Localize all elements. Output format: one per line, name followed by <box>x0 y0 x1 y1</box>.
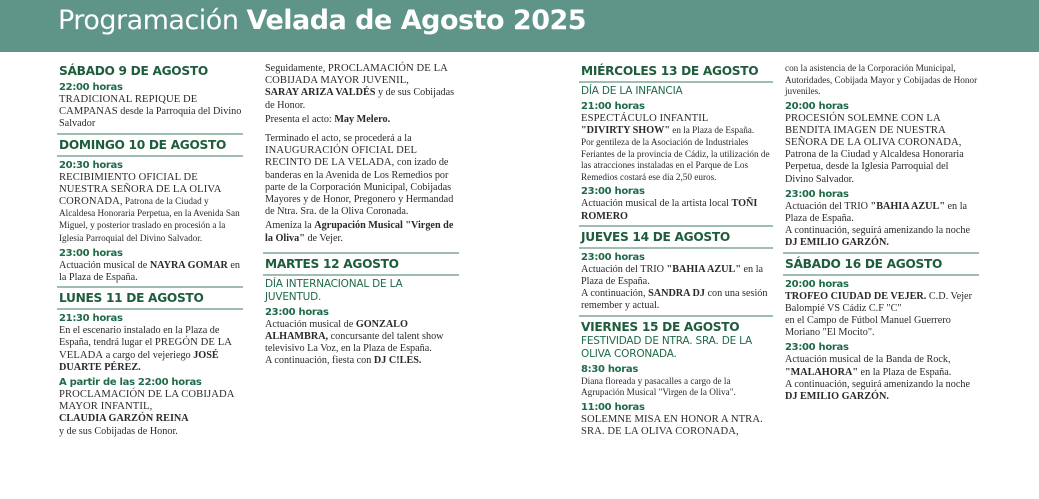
page-title <box>58 5 586 36</box>
event-text: Diana floreada y pasacalles a cargo de la Agrupación Musical "Virgen de la Oliva". <box>581 375 736 398</box>
event-text: Seguidamente, PROCLAMACIÓN DE LA COBIJADA MAYOR JUVENIL, <box>265 63 448 87</box>
event-time: A partir de las 22:00 horas <box>59 377 202 389</box>
event-time: 23:00 horas <box>265 306 329 318</box>
title-light: Programación <box>58 5 247 36</box>
day-heading: SÁBADO 16 DE AGOSTO <box>785 256 943 271</box>
divider <box>579 225 773 227</box>
event-text: A continuación, seguirá amenizando la noche DJ EMILIO GARZÓN. <box>785 225 971 249</box>
event-text: A continuación, fiesta con DJ C!LES. <box>265 355 422 367</box>
day-subtitle: DÍA DE LA INFANCIA <box>581 85 683 97</box>
day-heading: DOMINGO 10 DE AGOSTO <box>59 137 227 152</box>
day-subtitle: FESTIVIDAD DE NTRA. SRA. DE LA OLIVA CORONADA. <box>581 334 753 360</box>
event-text: SARAY ARIZA VALDÉS y de sus Cobijadas de Honor. <box>265 87 455 111</box>
day-heading: JUEVES 14 DE AGOSTO <box>581 229 730 244</box>
event-text: Actuación musical de la Banda de Rock, "MALAHORA" en la Plaza de España. <box>785 354 952 378</box>
event-text: TROFEO CIUDAD DE VEJER. C.D. Vejer Balompié VS Cádiz C.F "C" <box>785 290 972 314</box>
event-text: en el Campo de Fútbol Manuel Guerrero Moriano "El Mocito". <box>785 314 951 339</box>
column-1 <box>59 63 243 438</box>
event-text: RECIBIMIENTO OFICIAL DE NUESTRA SEÑORA DE LA OLIVA CORONADA, Patrona de la Ciudad y Alcaldesa Honoraria Perpetua, en la Avenida San Miguel, y posterior traslado en procesión a la Iglesia Parroquial del Divino Salvador. <box>59 171 240 243</box>
event-time: 23:00 horas <box>581 186 645 198</box>
event-time: 20:00 horas <box>785 100 849 112</box>
event-text: Actuación del TRIO "BAHIA AZUL" en la Plaza de España. <box>581 263 764 288</box>
event-text: A continuación, SANDRA DJ con una sesión remember y actual. <box>581 288 768 312</box>
event-text: Actuación musical de GONZALO ALHAMBRA, concursante del talent show televisivo La Voz, en la Plaza de España. <box>265 318 444 355</box>
day-heading: LUNES 11 DE AGOSTO <box>59 291 204 306</box>
event-time: 20:30 horas <box>59 159 123 171</box>
divider <box>579 247 773 249</box>
event-time: 20:00 horas <box>785 278 849 290</box>
event-text: Actuación musical de NAYRA GOMAR en la Plaza de España. <box>59 259 240 284</box>
event-time: 23:00 horas <box>785 342 849 354</box>
event-text: PROCESIÓN SOLEMNE CON LA BENDITA IMAGEN DE NUESTRA SEÑORA DE LA OLIVA CORONADA, Patrona de la Ciudad y Alcaldesa Honoraria Perpetua, desde la Iglesia Parroquial del Divino Salvador. <box>785 112 964 185</box>
event-text: A continuación, seguirá amenizando la noche DJ EMILIO GARZÓN. <box>785 378 971 402</box>
divider <box>57 155 243 157</box>
divider <box>783 252 979 254</box>
column-3 <box>581 63 773 438</box>
divider <box>57 308 243 310</box>
header-banner <box>0 0 1039 52</box>
column-4 <box>785 63 979 403</box>
event-time: 21:00 horas <box>581 101 645 112</box>
event-text: PROCLAMACIÓN DE LA COBIJADA MAYOR INFANTIL, <box>59 389 234 413</box>
divider <box>57 286 243 288</box>
divider <box>263 252 459 254</box>
day-heading: MIÉRCOLES 13 DE AGOSTO <box>581 64 759 78</box>
divider <box>57 133 243 135</box>
event-text: En el escenario instalado en la Plaza de España, tendrá lugar el PREGÓN DE LA VELADA a cargo del vejeriego JOSÉ DUARTE PÉREZ. <box>59 325 232 373</box>
divider <box>263 274 459 276</box>
event-text: Actuación musical de la artista local TOÑI ROMERO <box>581 198 758 222</box>
event-time: 11:00 horas <box>581 401 645 413</box>
day-heading: MARTES 12 AGOSTO <box>265 256 399 271</box>
event-time: 8:30 horas <box>581 363 638 375</box>
event-text: Por gentileza de la Asociación de Industriales Feriantes de la provincia de Cádiz, la utilización de las atracciones instaladas en el Parque de Los Remedios costará ese día 2,50 euros. <box>581 137 770 182</box>
divider <box>579 81 773 83</box>
event-text: Ameniza la Agrupación Musical "Virgen de la Oliva" de Vejer. <box>265 220 454 244</box>
event-time: 21:30 horas <box>59 313 123 325</box>
divider <box>783 274 979 276</box>
day-heading: VIERNES 15 DE AGOSTO <box>581 319 740 334</box>
event-text: ESPECTÁCULO INFANTIL <box>581 113 709 124</box>
event-text: Presenta el acto: May Melero. <box>265 113 391 125</box>
event-text: Terminado el acto, se procederá a la INAUGURACIÓN OFICIAL DEL RECINTO DE LA VELADA, con izado de banderas en la Avenida de Los Remedios por parte de la Corporación Municipal, Cobijadas Mayores y de Honor, Pregonero y Hermandad de Ntra. Sra. de la Oliva Coronada. <box>265 133 454 218</box>
event-time: 23:00 horas <box>59 247 123 259</box>
title-bold: Velada de Agosto 2025 <box>246 5 587 36</box>
divider <box>579 315 773 317</box>
day-subtitle: DÍA INTERNACIONAL DE LA JUVENTUD. <box>265 277 403 303</box>
event-time: 23:00 horas <box>581 251 645 263</box>
event-time: 23:00 horas <box>785 188 849 200</box>
event-text: SOLEMNE MISA EN HONOR A NTRA. SRA. DE LA OLIVA CORONADA, <box>581 413 763 437</box>
event-time: 22:00 horas <box>59 82 123 93</box>
event-text: Actuación del TRIO "BAHIA AZUL" en la Plaza de España. <box>785 200 968 224</box>
day-heading: SÁBADO 9 DE AGOSTO <box>59 64 208 78</box>
event-text: CLAUDIA GARZÓN REINA <box>59 413 189 425</box>
event-text: con la asistencia de la Corporación Municipal, Autoridades, Cobijada Mayor y Cobijadas de Honor juveniles. <box>785 63 978 96</box>
column-2 <box>265 63 459 368</box>
event-text: "DIVIRTY SHOW" en la Plaza de España. <box>581 125 755 137</box>
event-text: TRADICIONAL REPIQUE DE CAMPANAS desde la Parroquia del Divino Salvador <box>59 94 242 130</box>
event-text: y de sus Cobijadas de Honor. <box>59 425 178 437</box>
